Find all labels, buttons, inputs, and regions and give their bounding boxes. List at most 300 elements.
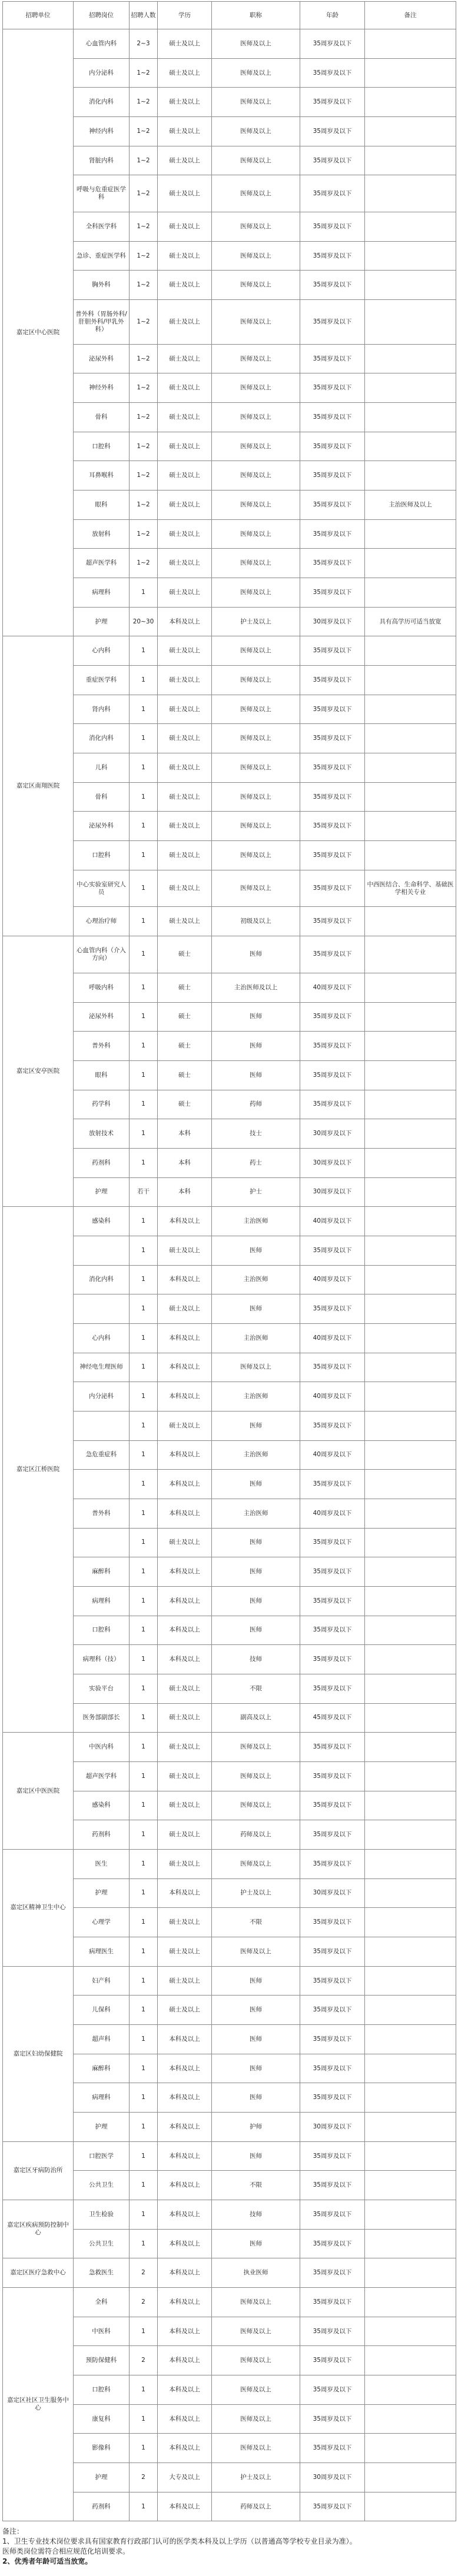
cell-unit: 嘉定区精神卫生中心 [3,1849,74,1966]
cell-note [365,212,456,242]
cell-note [365,2025,456,2054]
cell-post: 卫生检验 [74,2200,130,2230]
cell-title: 医师及以上 [212,870,300,907]
cell-age: 35周岁及以下 [300,1820,365,1850]
cell-note [365,753,456,783]
cell-age: 35周岁及以下 [300,2492,365,2521]
cell-age: 35周岁及以下 [300,578,365,608]
cell-title: 医师及以上 [212,1761,300,1791]
cell-count: 1 [130,1878,158,1908]
cell-count: 1 [130,1761,158,1791]
cell-post: 感染科 [74,1207,130,1236]
cell-post: 超声医学科 [74,1761,130,1791]
cell-note [365,1878,456,1908]
cell-post: 病理科（技） [74,1645,130,1674]
cell-age: 35周岁及以下 [300,782,365,812]
cell-post: 呼吸与危重症医学科 [74,175,130,212]
cell-education: 硕士及以上 [158,1908,212,1937]
cell-note [365,29,456,59]
cell-education: 硕士及以上 [158,175,212,212]
cell-post: 重症医学科 [74,666,130,695]
cell-count: 1 [130,1996,158,2025]
cell-note [365,2083,456,2113]
cell-age: 30周岁及以下 [300,1177,365,1207]
cell-post: 普外科 [74,1032,130,1061]
cell-note [365,936,456,973]
cell-note [365,1177,456,1207]
cell-age: 30周岁及以下 [300,2113,365,2142]
cell-education: 硕士及以上 [158,300,212,345]
header-age: 年龄 [300,2,365,29]
table-body [3,29,456,2521]
cell-count: 1 [130,1674,158,1703]
cell-title: 医师及以上 [212,29,300,59]
cell-count: 1 [130,841,158,870]
cell-title: 技师 [212,1645,300,1674]
cell-note [365,1411,456,1440]
cell-age: 35周岁及以下 [300,241,365,271]
header-note: 备注 [365,2,456,29]
cell-age: 40周岁及以下 [300,1207,365,1236]
notes-line-3: 2、优秀者年龄可适当放宽。 [2,2557,92,2565]
cell-education: 本科及以上 [158,2113,212,2142]
table-row [3,2258,456,2288]
cell-post: 泌尿外科 [74,1002,130,1032]
cell-education: 本科及以上 [158,2404,212,2434]
cell-count: 1 [130,636,158,666]
cell-education: 硕士 [158,936,212,973]
cell-education: 硕士及以上 [158,1966,212,1996]
cell-education: 硕士及以上 [158,666,212,695]
cell-note [365,1820,456,1850]
cell-post: 放射科 [74,519,130,549]
cell-note [365,2258,456,2288]
cell-count: 1 [130,1966,158,1996]
cell-note [365,88,456,117]
cell-age: 35周岁及以下 [300,907,365,936]
cell-title: 副高及以上 [212,1703,300,1733]
cell-count: 2 [130,2463,158,2492]
cell-note [365,1470,456,1499]
cell-count: 1~2 [130,271,158,300]
cell-age: 35周岁及以下 [300,2054,365,2083]
cell-count: 1 [130,2083,158,2113]
cell-age: 45周岁及以下 [300,1703,365,1733]
cell-count: 2 [130,2288,158,2317]
cell-post: 护理 [74,2113,130,2142]
cell-count: 1~2 [130,175,158,212]
cell-title: 药士 [212,1148,300,1177]
cell-post: 护理 [74,1177,130,1207]
cell-age: 30周岁及以下 [300,1148,365,1177]
cell-note: 主治医师及以上 [365,490,456,520]
cell-age: 40周岁及以下 [300,973,365,1002]
cell-count: 1 [130,782,158,812]
table-row [3,1849,456,1878]
cell-post: 消化内科 [74,88,130,117]
cell-note [365,2229,456,2258]
cell-post: 消化内科 [74,1265,130,1294]
cell-post: 眼科 [74,490,130,520]
cell-title: 医师及以上 [212,432,300,461]
cell-count: 1 [130,1353,158,1382]
cell-count: 1 [130,1908,158,1937]
cell-title: 不限 [212,1908,300,1937]
cell-education: 本科及以上 [158,1645,212,1674]
cell-age: 35周岁及以下 [300,1616,365,1645]
cell-post: 心内科 [74,1323,130,1353]
cell-title: 医师及以上 [212,175,300,212]
cell-count: 20~30 [130,607,158,636]
cell-title: 医师 [212,2083,300,2113]
cell-title: 医师及以上 [212,373,300,403]
cell-post: 全科 [74,2288,130,2317]
cell-count: 1 [130,1090,158,1119]
cell-count: 若干 [130,1177,158,1207]
cell-note [365,1733,456,1762]
cell-post: 耳鼻喉科 [74,461,130,490]
cell-title: 医师及以上 [212,724,300,753]
cell-title: 主治医师 [212,1207,300,1236]
cell-count: 1~2 [130,117,158,146]
cell-education: 本科及以上 [158,1586,212,1616]
notes-section [2,2527,456,2567]
cell-title: 主治医师 [212,1440,300,1470]
cell-unit: 嘉定区中心医院 [3,29,74,636]
cell-education: 硕士及以上 [158,636,212,666]
cell-count: 1 [130,1937,158,1967]
cell-count: 1 [130,2375,158,2405]
cell-count: 1 [130,1645,158,1674]
cell-note [365,1966,456,1996]
cell-education: 硕士及以上 [158,1411,212,1440]
cell-age: 35周岁及以下 [300,2404,365,2434]
cell-title: 护师 [212,2113,300,2142]
cell-post: 心理治疗师 [74,907,130,936]
cell-count: 1~2 [130,300,158,345]
cell-title: 医师 [212,1616,300,1645]
cell-age: 35周岁及以下 [300,1908,365,1937]
cell-note [365,2404,456,2434]
cell-age: 35周岁及以下 [300,2200,365,2230]
cell-title: 主治医师及以上 [212,973,300,1002]
cell-note [365,2141,456,2171]
cell-note [365,175,456,212]
cell-age: 30周岁及以下 [300,607,365,636]
cell-education: 本科及以上 [158,607,212,636]
cell-post: 肾内科 [74,695,130,724]
cell-age: 35周岁及以下 [300,2083,365,2113]
cell-title: 医师及以上 [212,2375,300,2405]
notes-line-2: 医师类岗位需符合相应规范化培训要求。 [2,2547,130,2555]
cell-education: 硕士及以上 [158,695,212,724]
cell-post: 儿保科 [74,1996,130,2025]
cell-count: 1~2 [130,519,158,549]
cell-note [365,841,456,870]
cell-title: 初级及以上 [212,907,300,936]
cell-count: 1~2 [130,403,158,432]
cell-note [365,1557,456,1587]
cell-title: 医师及以上 [212,841,300,870]
cell-education: 本科及以上 [158,2141,212,2171]
cell-post [74,1411,130,1440]
cell-post: 实验平台 [74,1674,130,1703]
page [0,1,458,2576]
cell-post: 康复科 [74,2404,130,2434]
cell-note [365,549,456,578]
cell-age: 35周岁及以下 [300,2141,365,2171]
cell-education: 硕士及以上 [158,841,212,870]
cell-note [365,1032,456,1061]
cell-title: 医师及以上 [212,241,300,271]
cell-education: 本科及以上 [158,1470,212,1499]
cell-age: 35周岁及以下 [300,812,365,841]
cell-age: 35周岁及以下 [300,1849,365,1878]
cell-age: 35周岁及以下 [300,870,365,907]
cell-note [365,373,456,403]
cell-education: 本科及以上 [158,2025,212,2054]
cell-title: 医师 [212,1294,300,1324]
cell-education: 硕士及以上 [158,1294,212,1324]
cell-education: 硕士及以上 [158,432,212,461]
cell-age: 35周岁及以下 [300,2288,365,2317]
cell-age: 35周岁及以下 [300,212,365,242]
cell-education: 硕士及以上 [158,344,212,373]
cell-unit: 嘉定区医疗急救中心 [3,2258,74,2288]
cell-education: 硕士及以上 [158,724,212,753]
notes-heading: 备注： [2,2527,24,2535]
cell-post: 病理科 [74,1586,130,1616]
cell-post [74,1236,130,1265]
cell-education: 本科及以上 [158,1878,212,1908]
cell-title: 医师及以上 [212,695,300,724]
cell-note [365,1791,456,1820]
cell-post: 神经外科 [74,373,130,403]
cell-education: 硕士及以上 [158,117,212,146]
cell-count: 1~2 [130,432,158,461]
cell-age: 35周岁及以下 [300,2025,365,2054]
cell-education: 本科及以上 [158,2375,212,2405]
cell-note [365,1849,456,1878]
cell-title: 医师及以上 [212,636,300,666]
cell-education: 硕士及以上 [158,1996,212,2025]
cell-note [365,2288,456,2317]
cell-note [365,461,456,490]
cell-post: 泌尿外科 [74,344,130,373]
cell-title: 医师及以上 [212,578,300,608]
cell-count: 1 [130,1294,158,1324]
cell-age: 35周岁及以下 [300,549,365,578]
cell-title: 医师及以上 [212,344,300,373]
cell-age: 35周岁及以下 [300,432,365,461]
cell-count: 1 [130,1440,158,1470]
cell-age: 35周岁及以下 [300,1996,365,2025]
cell-post: 心理学 [74,1908,130,1937]
cell-title: 医师 [212,2229,300,2258]
cell-education: 本科及以上 [158,2346,212,2375]
cell-count: 1 [130,2317,158,2346]
cell-note [365,1353,456,1382]
cell-note [365,2200,456,2230]
cell-post: 公共卫生 [74,2171,130,2200]
cell-note [365,1499,456,1528]
cell-post [74,1470,130,1499]
cell-title: 技师 [212,2200,300,2230]
cell-note [365,1703,456,1733]
cell-education: 硕士及以上 [158,1528,212,1557]
cell-title: 医师及以上 [212,1353,300,1382]
cell-note [365,1674,456,1703]
cell-title: 不限 [212,2171,300,2200]
cell-education: 硕士及以上 [158,907,212,936]
cell-post: 骨科 [74,403,130,432]
cell-education: 本科及以上 [158,2083,212,2113]
cell-count: 1 [130,973,158,1002]
cell-note [365,1382,456,1412]
cell-note [365,241,456,271]
cell-age: 35周岁及以下 [300,1674,365,1703]
cell-education: 硕士及以上 [158,1849,212,1878]
cell-count: 1 [130,2113,158,2142]
cell-age: 35周岁及以下 [300,403,365,432]
cell-note [365,58,456,88]
cell-age: 35周岁及以下 [300,1236,365,1265]
cell-count: 1 [130,1586,158,1616]
cell-age: 35周岁及以下 [300,666,365,695]
cell-count: 1 [130,1820,158,1850]
cell-title: 医师及以上 [212,490,300,520]
cell-unit: 嘉定区中医医院 [3,1733,74,1850]
cell-education: 硕士及以上 [158,88,212,117]
cell-post: 病理医生 [74,1937,130,1967]
cell-note [365,1119,456,1149]
cell-note [365,344,456,373]
cell-count: 1 [130,1499,158,1528]
cell-note [365,578,456,608]
cell-post: 胸外科 [74,271,130,300]
cell-title: 医师 [212,2141,300,2171]
cell-post: 肾脏内科 [74,146,130,175]
cell-education: 硕士及以上 [158,519,212,549]
cell-count: 1~2 [130,344,158,373]
cell-post: 护理 [74,1878,130,1908]
cell-education: 本科及以上 [158,1440,212,1470]
cell-education: 硕士及以上 [158,373,212,403]
cell-count: 1 [130,1323,158,1353]
cell-count: 1 [130,2054,158,2083]
cell-note [365,1090,456,1119]
cell-count: 1 [130,2434,158,2463]
cell-education: 硕士及以上 [158,753,212,783]
cell-post: 感染科 [74,1791,130,1820]
cell-count: 1 [130,1791,158,1820]
cell-count: 1 [130,695,158,724]
cell-unit: 嘉定区牙病防治所 [3,2141,74,2200]
cell-post: 骨科 [74,782,130,812]
cell-title: 医师 [212,1996,300,2025]
cell-post: 内分泌科 [74,1382,130,1412]
cell-count: 1~2 [130,88,158,117]
cell-post: 消化内科 [74,724,130,753]
cell-education: 硕士及以上 [158,271,212,300]
cell-education: 硕士及以上 [158,146,212,175]
cell-unit: 嘉定区社区卫生服务中心 [3,2288,74,2521]
cell-age: 35周岁及以下 [300,1002,365,1032]
cell-title: 医师及以上 [212,212,300,242]
cell-note: 中西医结合、生命科学、基础医学相关专业 [365,870,456,907]
cell-note [365,724,456,753]
cell-age: 35周岁及以下 [300,936,365,973]
cell-post: 影像科 [74,2434,130,2463]
table-row [3,1966,456,1996]
cell-count: 1 [130,1616,158,1645]
cell-count: 1 [130,2229,158,2258]
cell-post: 普外科（胃肠外科/肝胆外科/甲乳外科） [74,300,130,345]
cell-note [365,2375,456,2405]
cell-title: 主治医师 [212,1499,300,1528]
header-post: 招聘岗位 [74,2,130,29]
cell-age: 35周岁及以下 [300,2171,365,2200]
cell-count: 1 [130,1265,158,1294]
cell-post: 药剂科 [74,2492,130,2521]
cell-education: 大专及以上 [158,2463,212,2492]
cell-education: 硕士及以上 [158,403,212,432]
cell-age: 35周岁及以下 [300,175,365,212]
cell-count: 1 [130,2141,158,2171]
cell-post: 预防保健科 [74,2346,130,2375]
cell-post: 护理 [74,2463,130,2492]
cell-count: 1 [130,907,158,936]
cell-post: 急危重症科 [74,1440,130,1470]
cell-title: 技士 [212,1119,300,1149]
cell-title: 护士 [212,1177,300,1207]
cell-note [365,403,456,432]
cell-title: 医师 [212,2054,300,2083]
cell-post: 药剂科 [74,1148,130,1177]
cell-post: 病理科 [74,578,130,608]
cell-title: 医师 [212,1586,300,1616]
cell-post: 心血管内科 [74,29,130,59]
cell-note [365,2113,456,2142]
cell-age: 35周岁及以下 [300,271,365,300]
cell-title: 医师 [212,1528,300,1557]
cell-education: 硕士及以上 [158,1703,212,1733]
cell-title: 医师 [212,2025,300,2054]
cell-age: 35周岁及以下 [300,2434,365,2463]
table-header-row [3,2,456,29]
cell-count: 1 [130,1382,158,1412]
cell-title: 医师及以上 [212,782,300,812]
cell-age: 35周岁及以下 [300,29,365,59]
cell-post: 中医内科 [74,1733,130,1762]
cell-age: 35周岁及以下 [300,841,365,870]
cell-post: 口腔科 [74,432,130,461]
cell-age: 35周岁及以下 [300,636,365,666]
cell-note [365,812,456,841]
cell-age: 40周岁及以下 [300,1382,365,1412]
cell-count: 1 [130,1032,158,1061]
cell-count: 1 [130,1733,158,1762]
cell-title: 医师及以上 [212,88,300,117]
cell-age: 35周岁及以下 [300,2229,365,2258]
cell-education: 本科及以上 [158,2229,212,2258]
cell-title: 医师及以上 [212,117,300,146]
cell-education: 硕士及以上 [158,1937,212,1967]
cell-title: 医师 [212,1966,300,1996]
cell-age: 40周岁及以下 [300,1499,365,1528]
cell-title: 医师及以上 [212,2346,300,2375]
cell-unit: 嘉定区南翔医院 [3,636,74,936]
